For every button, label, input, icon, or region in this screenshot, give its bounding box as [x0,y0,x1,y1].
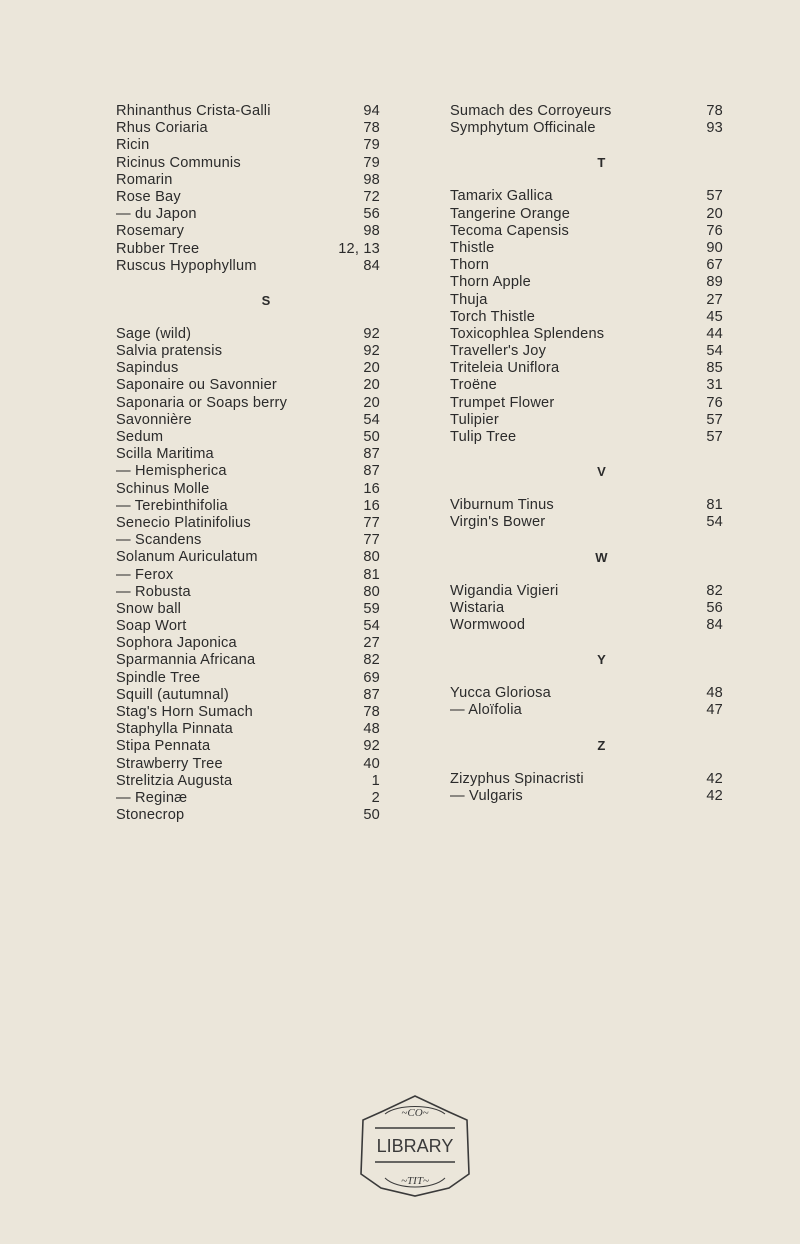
section-letter-z: Z [597,737,606,753]
index-entry [116,258,380,275]
index-entry-name: Schinus Molle [116,480,210,497]
index-entry-page: 82 [706,582,723,599]
index-entry-page: 67 [706,257,723,274]
index-entry-page: 81 [706,497,723,514]
index-entry [116,412,380,429]
index-entry [116,721,380,738]
index-entry-page: 89 [706,274,723,291]
index-entry [450,497,723,514]
index-entry-name: — Scandens [116,532,202,549]
index-entry [450,788,723,805]
index-entry-name: Rose Bay [116,188,181,205]
index-entry-name: Torch Thistle [450,308,536,325]
index-entry-name: Saponaria or Soaps berry [116,394,288,411]
index-entry-page: 42 [706,787,723,804]
index-entry [450,685,723,702]
index-entry [116,241,380,258]
section-letter-t: T [597,155,606,171]
index-entry-name: Stipa Pennata [116,738,211,755]
index-entry-page: 54 [706,514,723,531]
index-entry-page: 94 [363,103,380,119]
index-entry-page: 79 [363,137,380,154]
index-entry-name: Symphytum Officinale [450,120,596,137]
index-entry-page: 81 [363,566,380,583]
index-entry-name: — Reginæ [116,789,188,806]
index-entry-page: 59 [363,600,380,617]
index-entry-name: Stonecrop [116,807,185,824]
index-entry [116,652,380,669]
index-entry-page: 27 [706,291,723,308]
index-entry [116,515,380,532]
index-entry-name: Zizyphus Spinacristi [450,770,584,787]
index-entry-page: 78 [706,103,723,119]
index-entry-name: Trumpet Flower [450,394,555,411]
index-entry [450,223,723,240]
index-entry [450,103,723,120]
section-letter-v: V [597,464,606,480]
index-entry-name: — Vulgaris [450,787,523,804]
index-entry-page: 77 [363,532,380,549]
index-entry-name: Thorn [450,257,490,274]
index-entry [116,343,380,360]
index-entry-name: Savonnière [116,411,192,428]
index-entry-name: Strelitzia Augusta [116,772,233,789]
index-entry-name: Rosemary [116,223,185,240]
index-entry [116,704,380,721]
index-entry-name: Rhinanthus Crista-Galli [116,103,271,119]
index-entry [116,738,380,755]
index-entry-page: 77 [363,514,380,531]
index-entry [116,172,380,189]
index-entry [116,429,380,446]
index-entry-page: 16 [363,480,380,497]
index-entry-page: 20 [363,360,380,377]
index-entry-name: Salvia pratensis [116,343,223,360]
index-entry-page: 54 [706,343,723,360]
index-entry [450,188,723,205]
index-entry-name: Thistle [450,239,495,256]
index-entry [116,601,380,618]
index-entry-name: Virgin's Bower [450,514,546,531]
index-entry-page: 92 [363,738,380,755]
index-entry-name: Solanum Auriculatum [116,549,258,566]
index-entry-page: 57 [706,188,723,205]
index-entry-page: 47 [706,702,723,719]
index-entry-name: Spindle Tree [116,669,201,686]
index-entry-name: Rubber Tree [116,240,200,257]
index-entry-page: 80 [363,549,380,566]
index-entry [116,155,380,172]
index-entry-name: Ricin [116,137,150,154]
index-entry-page: 76 [706,394,723,411]
index-entry-name: Wormwood [450,616,526,633]
index-entry-page: 56 [706,599,723,616]
section-letter-s: S [261,292,271,308]
index-entry-name: Sparmannia Africana [116,652,256,669]
index-entry [450,583,723,600]
index-entry-name: Triteleia Uniflora [450,360,560,377]
index-entry-name: Squill (autumnal) [116,686,229,703]
index-entry [450,377,723,394]
index-entry [450,702,723,719]
index-entry [116,807,380,824]
index-entry-name: Strawberry Tree [116,755,223,772]
index-entry-name: Troëne [450,377,497,394]
index-entry [450,395,723,412]
index-entry [450,206,723,223]
index-entry [116,756,380,773]
index-entry-page: 92 [363,343,380,360]
index-entry-page: 16 [363,497,380,514]
index-entry-name: Saponaire ou Savonnier [116,377,277,394]
index-entry [116,326,380,343]
index-entry [450,240,723,257]
index-entry-name: Toxicophlea Splendens [450,325,605,342]
index-entry [450,292,723,309]
index-entry-name: Thorn Apple [450,274,531,291]
index-entry [116,137,380,154]
svg-text:~TIT~: ~TIT~ [401,1175,429,1187]
index-entry-name: Rhus Coriaria [116,120,208,137]
index-entry-page: 40 [363,755,380,772]
index-entry [116,670,380,687]
index-entry-name: — Ferox [116,566,174,583]
index-entry [116,395,380,412]
index-entry [450,326,723,343]
index-entry-name: Sumach des Corroyeurs [450,103,612,119]
index-entry-name: Traveller's Joy [450,343,547,360]
index-entry-page: 92 [363,325,380,342]
index-entry [116,549,380,566]
index-entry [450,771,723,788]
index-entry-name: Tulip Tree [450,429,517,445]
index-entry-name: Viburnum Tinus [450,497,554,514]
index-entry-page: 85 [706,360,723,377]
index-entry-name: Thuja [450,291,488,308]
index-entry [450,343,723,360]
index-entry-page: 27 [363,635,380,652]
index-entry-name: — Aloïfolia [450,702,522,719]
index-entry-page: 48 [363,721,380,738]
index-entry-page: 50 [363,429,380,445]
index-entry [116,206,380,223]
index-entry-page: 45 [706,308,723,325]
index-entry [116,377,380,394]
index-entry-page: 42 [706,770,723,787]
index-entry-page: 50 [363,807,380,824]
index-entry-page: 84 [363,257,380,274]
index-entry-name: Tecoma Capensis [450,222,569,239]
index-entry-page: 98 [363,171,380,188]
index-entry-page: 57 [706,411,723,428]
index-entry [116,567,380,584]
index-entry-name: — Robusta [116,583,191,600]
index-entry-page: 20 [363,377,380,394]
index-entry-name: — Hemispherica [116,463,227,480]
index-entry-page: 78 [363,120,380,137]
index-entry-page: 1 [371,772,380,789]
library-stamp-text: LIBRARY [376,1136,454,1156]
index-entry [116,790,380,807]
index-entry-name: Wigandia Vigieri [450,582,559,599]
index-entry-page: 48 [706,685,723,702]
index-entry-name: Sedum [116,429,164,445]
index-entry-page: 31 [706,377,723,394]
index-entry [116,223,380,240]
index-entry [116,120,380,137]
index-entry [450,360,723,377]
index-entry-name: Tangerine Orange [450,205,571,222]
index-entry [450,429,723,446]
index-left-column [116,103,380,824]
section-letter-y: Y [597,652,606,668]
library-stamp-icon [345,1092,485,1198]
index-entry [450,257,723,274]
index-entry-page: 78 [363,704,380,720]
index-entry-name: — Terebinthifolia [116,497,228,514]
index-entry-name: Ricinus Communis [116,154,241,171]
index-entry [116,446,380,463]
index-entry-name: Senecio Platinifolius [116,514,251,531]
index-entry-name: Sophora Japonica [116,635,237,652]
index-entry-page: 82 [363,652,380,669]
index-entry [116,189,380,206]
index-entry-name: Staphylla Pinnata [116,721,233,738]
index-entry-page: 54 [363,618,380,635]
index-entry [116,584,380,601]
index-entry-page: 87 [363,446,380,463]
index-entry-name: Ruscus Hypophyllum [116,257,257,274]
index-entry [450,617,723,634]
index-entry-name: Sapindus [116,360,179,377]
index-entry [116,360,380,377]
index-entry [450,274,723,291]
index-entry-page: 80 [363,583,380,600]
index-entry [450,412,723,429]
index-entry [116,618,380,635]
svg-text:~CO~: ~CO~ [401,1107,429,1119]
index-entry-page: 98 [363,223,380,240]
index-entry-page: 87 [363,686,380,703]
index-entry-name: Romarin [116,171,173,188]
index-entry-page: 2 [371,789,380,806]
index-entry [450,309,723,326]
index-entry-name: Sage (wild) [116,325,192,342]
index-entry-page: 76 [706,222,723,239]
index-entry [450,120,723,137]
index-entry-page: 79 [363,154,380,171]
index-entry-name: — du Japon [116,206,197,223]
index-right-column [450,103,723,805]
index-entry-name: Tamarix Gallica [450,188,553,205]
index-entry-page: 20 [706,205,723,222]
index-entry-name: Stag's Horn Sumach [116,704,253,720]
index-entry [450,600,723,617]
index-entry-page: 12, 13 [338,240,380,257]
index-entry-name: Yucca Gloriosa [450,685,551,702]
section-letter-w: W [595,549,608,565]
index-entry-page: 56 [363,206,380,223]
index-entry-page: 44 [706,325,723,342]
library-stamp [345,1092,485,1198]
index-entry [116,773,380,790]
index-entry-page: 87 [363,463,380,480]
index-entry [116,532,380,549]
index-entry [450,514,723,531]
index-entry-page: 54 [363,411,380,428]
index-entry-name: Snow ball [116,600,182,617]
index-entry-page: 93 [706,120,723,137]
index-entry-name: Tulipier [450,411,499,428]
index-entry-page: 57 [706,429,723,445]
index-entry-page: 20 [363,394,380,411]
index-entry [116,481,380,498]
index-entry-page: 84 [706,616,723,633]
index-entry [116,687,380,704]
index-entry [116,463,380,480]
index-entry-page: 72 [363,188,380,205]
index-entry [116,103,380,120]
index-entry [116,635,380,652]
index-entry-name: Scilla Maritima [116,446,214,463]
index-entry-page: 69 [363,669,380,686]
index-entry [116,498,380,515]
index-entry-page: 90 [706,239,723,256]
index-entry-name: Wistaria [450,599,505,616]
index-entry-name: Soap Wort [116,618,187,635]
